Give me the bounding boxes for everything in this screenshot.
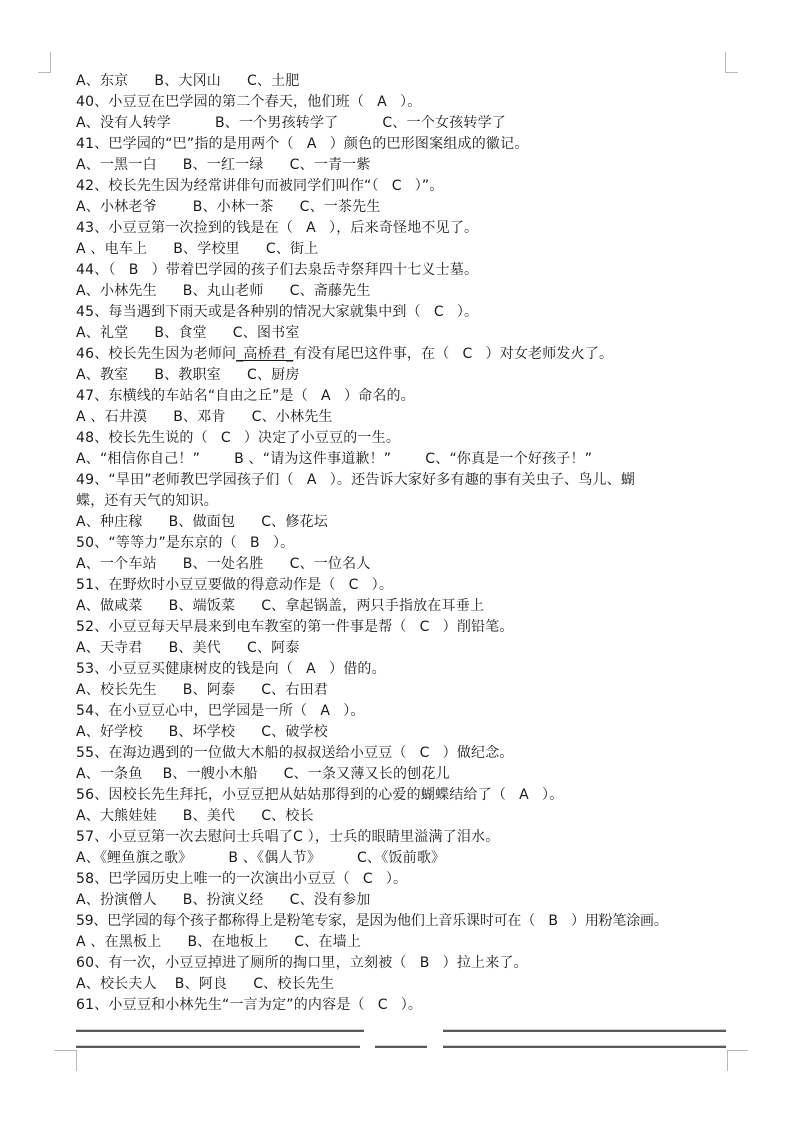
question-40: 40、小豆豆在巴学园的第二个春天，他们班（ A ）。 [76, 92, 746, 113]
answer: C [377, 997, 388, 1013]
footer-rule-bottom-left [76, 1046, 360, 1048]
question-47: 47、东横线的车站名“自由之丘”是（ A ）命名的。 [76, 386, 746, 407]
answer: C [348, 577, 359, 593]
options-line: A、天寺君 B、美代 C、阿泰 [76, 640, 300, 656]
answer: A [321, 388, 331, 404]
options-line: A、扮演僧人 B、扮演义经 C、没有参加 [76, 892, 371, 908]
answer: B [419, 955, 430, 971]
answer: A [306, 661, 316, 677]
answer: A [320, 703, 331, 719]
answer: B [548, 913, 558, 929]
question-50: 50、“等等力”是东京的（ B ）。 [76, 533, 746, 554]
question-42: 42、校长先生因为经常讲俳句而被同学们叫作“（ C ）”。 [76, 176, 746, 197]
question-51: 51、在野炊时小豆豆要做的得意动作是（ C ）。 [76, 575, 746, 596]
question-46: 46、校长先生因为老师问_高桥君_有没有尾巴这件事，在（ C ）对女老师发火了。 [76, 344, 746, 365]
options-line: A、小林老爷 B、小林一茶 C、一茶先生 [76, 199, 381, 215]
answer: A [519, 787, 529, 803]
page-corner-mark-bottom-left [54, 1050, 77, 1071]
question-55: 55、在海边遇到的一位做大木船的叔叔送给小豆豆（ C ）做纪念。 [76, 743, 746, 764]
options-line: A、东京 B、大冈山 C、土肥 [76, 73, 300, 89]
footer-rule-top-right [443, 1030, 726, 1032]
underlined-name: _高桥君_ [236, 346, 294, 362]
question-54: 54、在小豆豆心中，巴学园是一所（ A ）。 [76, 701, 746, 722]
options-line: A、种庄稼 B、做面包 C、修花坛 [76, 514, 328, 530]
options-line: A、礼堂 B、食堂 C、图书室 [76, 325, 300, 341]
page-corner-mark-top-left [38, 52, 51, 73]
options-line: A、一个车站 B、一处名胜 C、一位名人 [76, 556, 371, 572]
question-48: 48、校长先生说的（ C ）决定了小豆豆的一生。 [76, 428, 746, 449]
answer: A [306, 136, 317, 152]
question-41: 41、巴学园的“巴”指的是用两个（ A ）颜色的巴形图案组成的徽记。 [76, 134, 746, 155]
options-line: A、《鲤鱼旗之歌》 B 、《偶人节》 C、《饭前歌》 [76, 850, 446, 866]
options-line: A、一黑一白 B、一红一绿 C、一青一紫 [76, 157, 371, 173]
question-59: 59、巴学园的每个孩子都称得上是粉笔专家，是因为他们上音乐课时可在（ B ）用粉笔涂画。 [76, 911, 746, 932]
answer: A [306, 472, 317, 488]
answer: C [362, 871, 373, 887]
answer: C [220, 430, 231, 446]
options-line: A、教室 B、教职室 C、厨房 [76, 367, 300, 383]
question-49-continuation: 蝶，还有天气的知识。 [76, 493, 218, 509]
options-line: A、“相信你自己！” B 、“请为这件事道歉！” C、“你真是一个好孩子！” [76, 451, 593, 467]
answer: A [306, 220, 316, 236]
options-line: A、好学校 B、坏学校 C、破学校 [76, 724, 328, 740]
answer: C [391, 178, 402, 194]
answer: A [377, 94, 387, 110]
question-57: 57、小豆豆第一次去慰问士兵唱了C ），士兵的眼睛里溢满了泪水。 [76, 829, 500, 845]
footer-rule-bottom-middle [375, 1046, 427, 1048]
options-line: A、做咸菜 B、端饭菜 C、拿起锅盖，两只手指放在耳垂上 [76, 598, 485, 614]
options-line: A 、电车上 B、学校里 C、街上 [76, 241, 319, 257]
answer: C [419, 619, 430, 635]
question-60: 60、有一次，小豆豆掉进了厕所的掏口里，立刻被（ B ）拉上来了。 [76, 953, 746, 974]
answer: B [128, 262, 139, 278]
question-43: 43、小豆豆第一次捡到的钱是在（ A ），后来奇怪地不见了。 [76, 218, 746, 239]
question-49: 49、“旱田”老师教巴学园孩子们（ A ）。还告诉大家好多有趣的事有关虫子、鸟儿、蝴 [76, 470, 746, 491]
page-corner-mark-top-right [725, 52, 738, 73]
options-line: A、一条鱼 B、一艘小木船 C、一条又薄又长的刨花儿 [76, 766, 450, 782]
question-52: 52、小豆豆每天早晨来到电车教室的第一件事是帮（ C ）削铅笔。 [76, 617, 746, 638]
question-58: 58、巴学园历史上唯一的一次演出小豆豆（ C ）。 [76, 869, 746, 890]
footer-rule-top-left [76, 1030, 364, 1032]
answer: C [433, 304, 444, 320]
question-56: 56、因校长先生拜托，小豆豆把从姑姑那得到的心爱的蝴蝶结给了（ A ）。 [76, 785, 746, 806]
options-line: A、校长先生 B、阿泰 C、右田君 [76, 682, 328, 698]
question-45: 45、每当遇到下雨天或是各种别的情况大家就集中到（ C ）。 [76, 302, 746, 323]
question-61: 61、小豆豆和小林先生“一言为定”的内容是（ C ）。 [76, 995, 746, 1016]
options-line: A、大熊娃娃 B、美代 C、校长 [76, 808, 314, 824]
quiz-content [76, 71, 746, 1016]
options-line: A、小林先生 B、丸山老师 C、斋藤先生 [76, 283, 371, 299]
options-line: A、校长夫人 B、阿良 C、校长先生 [76, 976, 335, 992]
answer: C [419, 745, 430, 761]
answer: C [462, 346, 473, 362]
footer-rule-bottom-right [443, 1046, 726, 1048]
options-line: A 、石井漠 B、邓肯 C、小林先生 [76, 409, 333, 425]
answer: B [250, 535, 260, 551]
options-line: A、没有人转学 B、一个男孩转学了 C、一个女孩转学了 [76, 115, 506, 131]
options-line: A 、在黑板上 B、在地板上 C、在墙上 [76, 934, 362, 950]
question-53: 53、小豆豆买健康树皮的钱是向（ A ）借的。 [76, 659, 746, 680]
question-44: 44、（ B ）带着巴学园的孩子们去泉岳寺祭拜四十七义士墓。 [76, 260, 746, 281]
page-corner-mark-bottom-right [727, 1050, 748, 1071]
